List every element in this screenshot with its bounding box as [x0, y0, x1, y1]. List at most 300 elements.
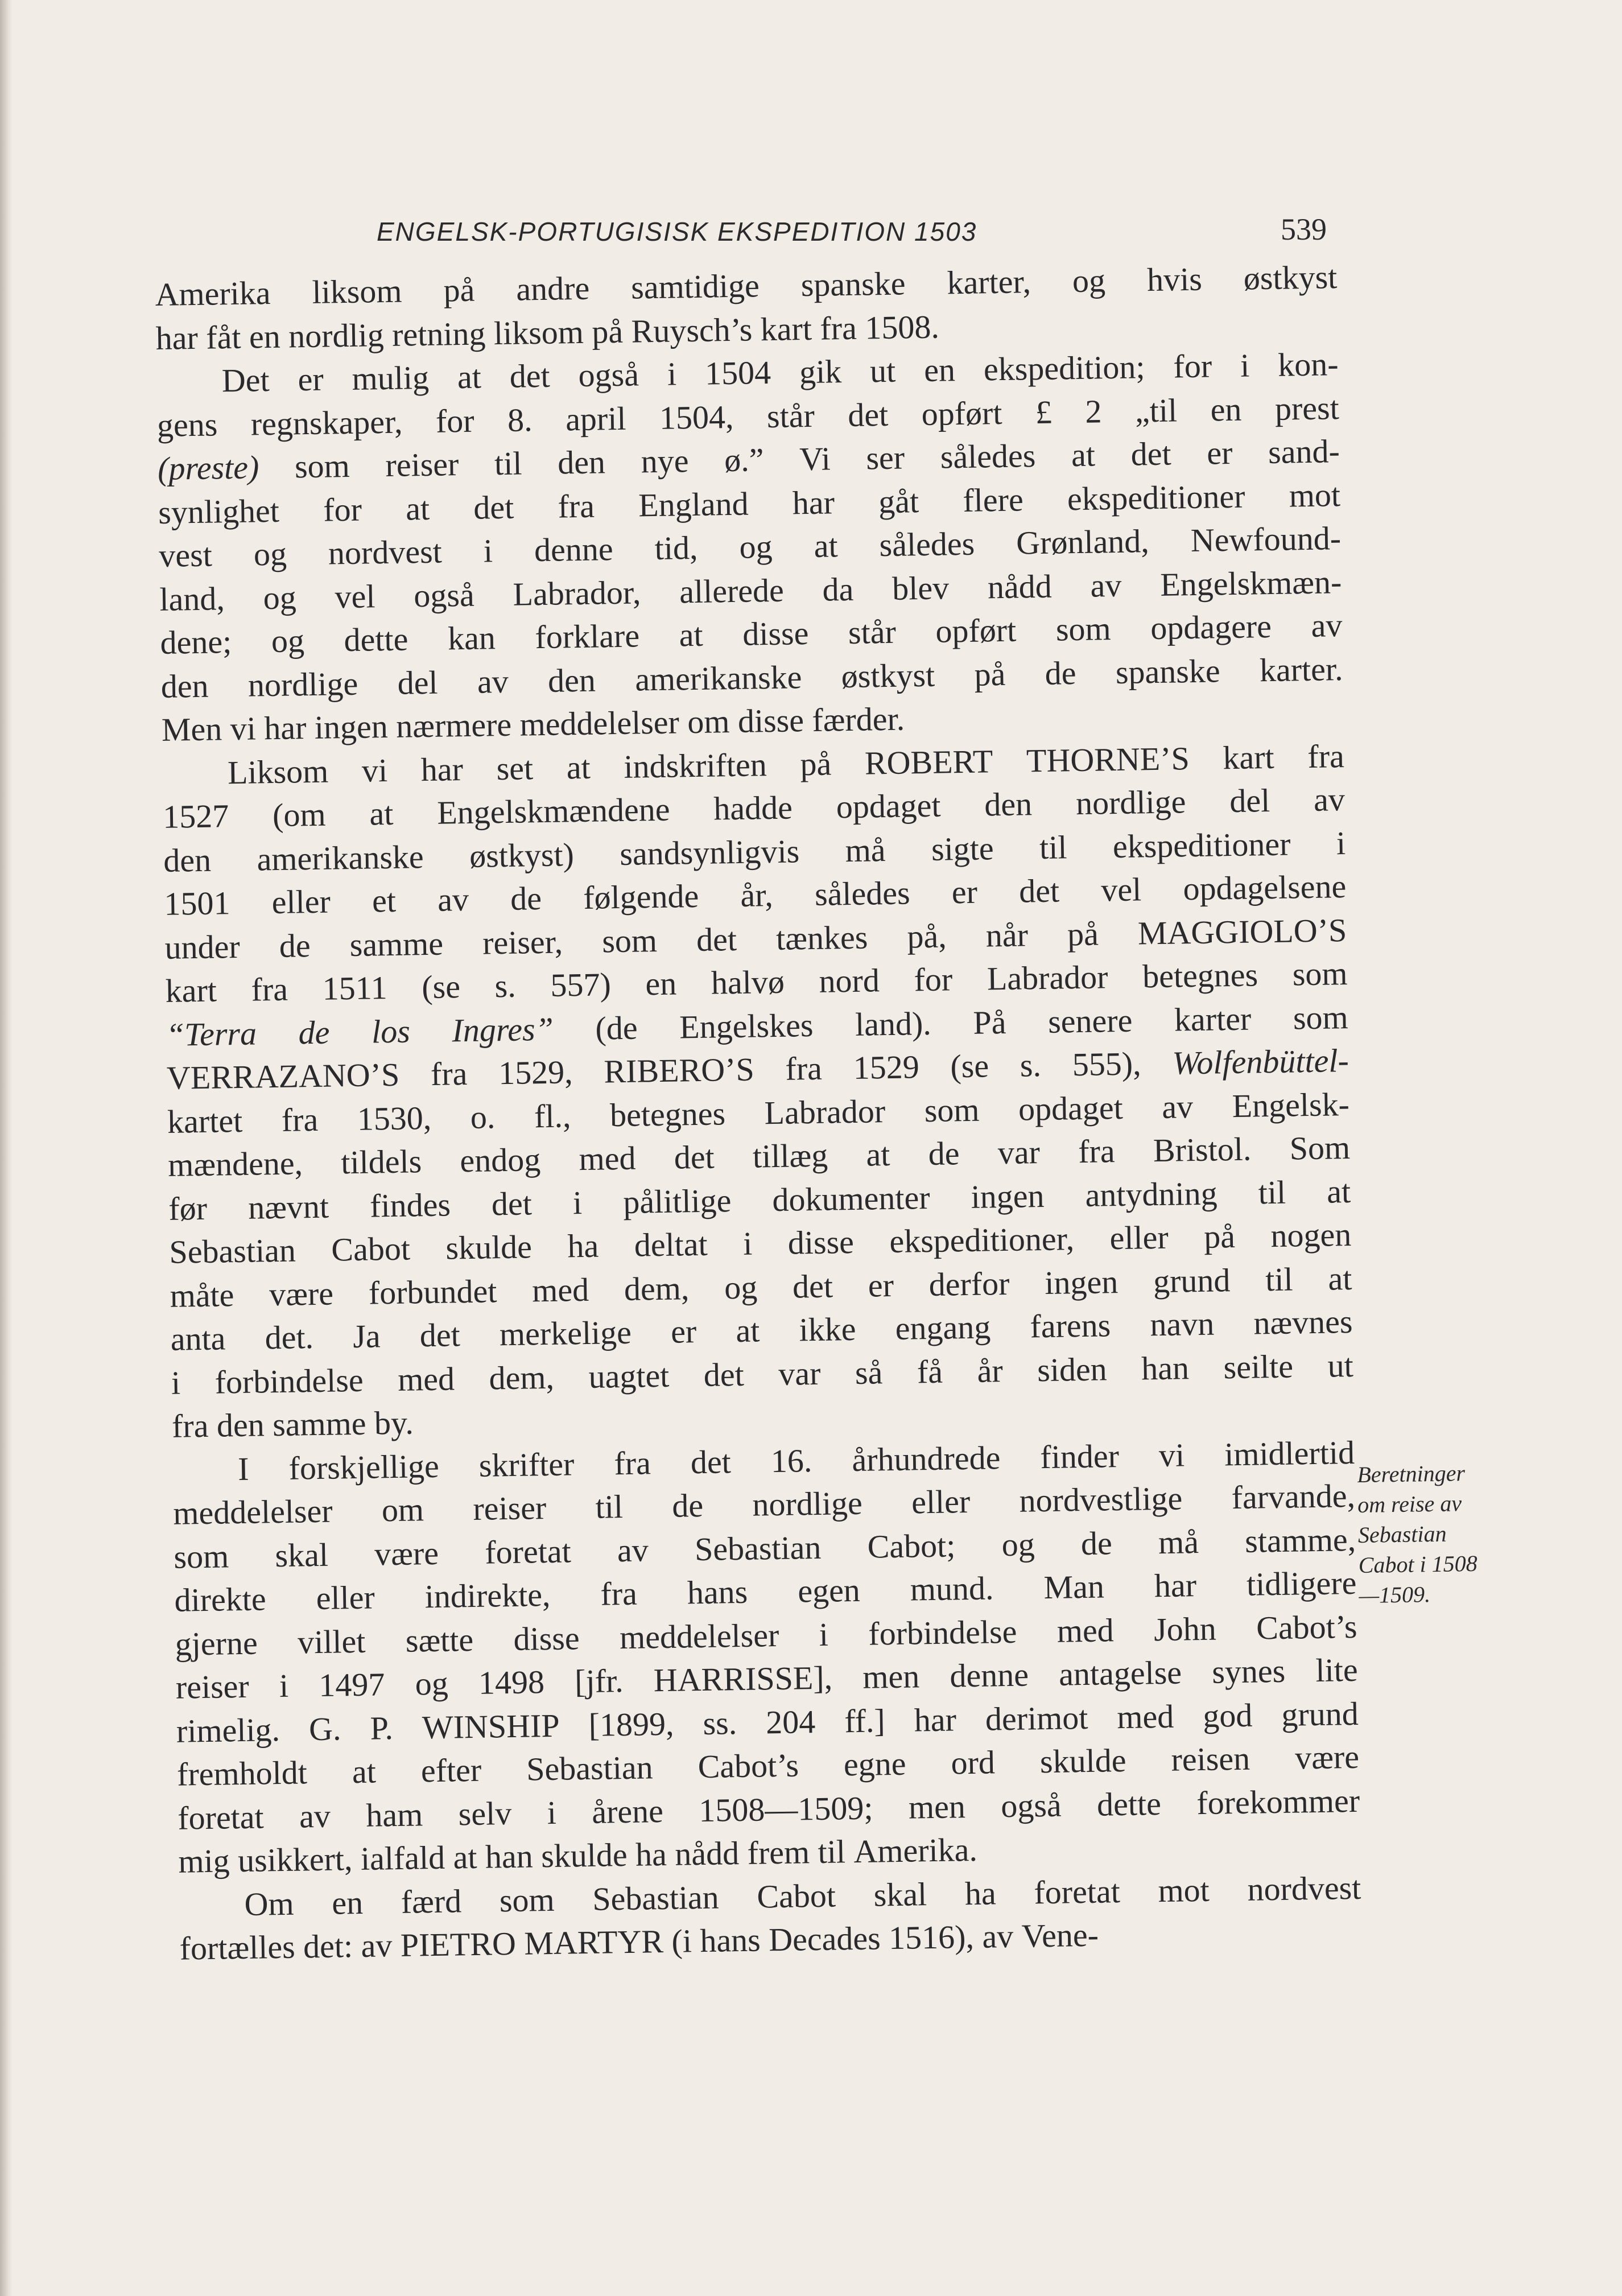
word: en	[645, 964, 677, 1003]
word: indirekte,	[424, 1576, 551, 1615]
word: at	[1327, 1259, 1352, 1297]
word: dem,	[624, 1269, 690, 1308]
word: mændene,	[167, 1144, 303, 1184]
word: med	[579, 1139, 636, 1178]
word: (i	[671, 1922, 700, 1960]
word: forbundet	[368, 1272, 497, 1312]
word: finder	[1039, 1437, 1120, 1475]
word: må	[845, 831, 886, 869]
word: det	[674, 1138, 715, 1176]
word: egen	[797, 1571, 861, 1610]
word: gens	[156, 405, 218, 444]
word: det	[419, 1316, 461, 1354]
word: fra	[281, 1100, 319, 1139]
word: det	[703, 1355, 745, 1394]
word: nogen	[1270, 1215, 1352, 1255]
word: blev	[892, 568, 950, 607]
word: synes	[1211, 1652, 1286, 1691]
word: om	[381, 1491, 424, 1529]
word: s.	[494, 967, 517, 1005]
word: av	[477, 662, 509, 700]
word: av	[1090, 566, 1122, 604]
word: fra	[1307, 737, 1345, 775]
word: til	[494, 444, 522, 483]
word: direkte	[174, 1580, 267, 1619]
word: med	[531, 1271, 589, 1309]
word: av	[981, 1917, 1022, 1955]
word: Men	[161, 710, 231, 748]
word: det	[690, 1442, 732, 1481]
word: retning	[391, 314, 494, 353]
word: de	[1045, 654, 1076, 692]
word: eller	[1109, 1218, 1169, 1257]
word: Engelskmændene	[436, 790, 670, 831]
word: I	[237, 1450, 249, 1487]
page-number: 539	[1281, 212, 1327, 246]
word: derimot	[985, 1699, 1088, 1738]
word: hvis	[1146, 260, 1203, 299]
word: på	[1067, 915, 1099, 953]
word: derfor	[928, 1264, 1010, 1303]
word: den	[547, 661, 596, 699]
word: nærmere	[395, 706, 521, 745]
word: 1516),	[888, 1918, 983, 1957]
word: vi	[1158, 1436, 1185, 1474]
word: det	[847, 395, 889, 434]
word: i	[547, 1794, 557, 1831]
word: karter.	[1259, 650, 1343, 689]
word: tænkes	[775, 918, 868, 957]
word: los	[371, 1012, 411, 1050]
word: i	[572, 1184, 583, 1221]
word: allerede	[679, 571, 785, 610]
word: grund	[1281, 1695, 1359, 1733]
word: sandsynligvis	[619, 832, 800, 872]
word: “Terra	[166, 1014, 257, 1053]
word: har	[263, 708, 315, 747]
word: nye	[641, 442, 689, 480]
word: dene;	[160, 623, 232, 661]
word: og	[1001, 1525, 1035, 1563]
word: selv	[458, 1794, 512, 1832]
word: mot	[1289, 476, 1341, 514]
word: vi	[361, 751, 388, 789]
word: RIBERO’S	[603, 1050, 755, 1090]
word: Wolfenbüttel-	[1171, 1042, 1349, 1082]
word: at	[814, 527, 838, 564]
word: den	[984, 785, 1033, 823]
word: kan	[447, 619, 496, 657]
word: ham	[365, 1795, 423, 1834]
word: således	[879, 525, 975, 564]
word: reiser	[175, 1667, 250, 1706]
word: P.	[370, 1709, 394, 1747]
word: har	[792, 483, 835, 521]
word: fra	[251, 970, 288, 1008]
word: på	[443, 271, 475, 309]
word: til	[1265, 1260, 1294, 1298]
word: imidlertid	[1224, 1433, 1355, 1473]
word: også	[578, 356, 639, 394]
word: (preste)	[157, 448, 259, 487]
word: har	[420, 750, 464, 788]
word: forklare	[535, 617, 640, 656]
word: fl.,	[534, 1097, 571, 1135]
word: Cabot’s	[1256, 1607, 1357, 1647]
word: 2	[1085, 392, 1102, 430]
word: ø.”	[724, 441, 764, 479]
word: mulig	[352, 358, 430, 397]
word: 1497	[318, 1666, 385, 1704]
word: (se	[421, 968, 461, 1006]
word: Som	[1289, 1129, 1351, 1167]
word: Sebastian	[526, 1749, 654, 1788]
word: således	[814, 874, 911, 913]
word: Bristol.	[1153, 1130, 1252, 1169]
word: og	[271, 622, 305, 660]
word: på	[1203, 1218, 1236, 1255]
word: navn	[1149, 1305, 1215, 1343]
word: den	[216, 1406, 273, 1444]
word: anta	[170, 1320, 226, 1358]
word: han	[1141, 1349, 1190, 1387]
word: Newfound-	[1190, 520, 1342, 559]
word: tildels	[340, 1143, 422, 1181]
word: WINSHIP	[422, 1706, 560, 1746]
word: år,	[740, 876, 774, 914]
word: fra	[171, 1407, 217, 1445]
word: mot	[1158, 1871, 1210, 1909]
word: fåt	[205, 318, 250, 356]
word: være	[1294, 1738, 1360, 1776]
word: i	[1240, 347, 1250, 384]
word: Labrador,	[513, 573, 641, 613]
word: samme	[272, 1404, 375, 1444]
word: gik	[799, 353, 842, 391]
word: med	[1056, 1611, 1115, 1650]
word: opdaget	[836, 786, 941, 826]
word: karter,	[947, 263, 1031, 302]
word: har	[1154, 1567, 1197, 1605]
word: amerikanske	[257, 838, 424, 877]
word: forskjellige	[288, 1447, 440, 1487]
word: MAGGIOLO’S	[1137, 911, 1347, 951]
word: Amerika	[155, 274, 271, 313]
word: Sebastian	[592, 1878, 720, 1918]
word: Det	[221, 361, 270, 399]
word: dem,	[489, 1358, 555, 1396]
word: også	[1000, 1786, 1062, 1824]
word: det	[1018, 872, 1060, 910]
word: og	[724, 1268, 758, 1306]
word: til	[1258, 1173, 1286, 1211]
word: Cabot’s	[697, 1746, 799, 1786]
word: kon-	[1277, 345, 1339, 384]
word: kart	[760, 310, 820, 348]
margin-note	[1357, 1457, 1547, 1610]
margin-note-line: Sebastian	[1357, 1520, 1447, 1548]
word: på	[799, 744, 832, 782]
word: til	[595, 1488, 624, 1526]
word: hans	[699, 1921, 769, 1960]
word: at	[566, 748, 591, 786]
word: villet	[297, 1622, 366, 1661]
word: dokumenter	[771, 1178, 930, 1218]
word: vel	[1100, 871, 1142, 909]
word: om	[687, 702, 738, 741]
word: Amerika.	[853, 1831, 978, 1870]
word: Man	[1043, 1568, 1105, 1606]
word: farens	[1030, 1306, 1111, 1345]
word: i	[483, 532, 493, 570]
word: årene	[591, 1792, 664, 1831]
word: i	[819, 1615, 829, 1653]
word: dette	[1096, 1784, 1162, 1823]
word: efter	[420, 1751, 482, 1790]
word: sigte	[931, 829, 994, 868]
word: er	[298, 360, 324, 398]
word: og	[739, 527, 773, 566]
word: en	[1210, 390, 1242, 428]
word: skulde	[445, 1228, 533, 1267]
word: ingen	[314, 707, 397, 746]
word: var	[997, 1133, 1041, 1172]
word: Decades	[768, 1919, 889, 1959]
word: under	[164, 928, 241, 966]
running-header	[377, 212, 1327, 252]
word: Cabot	[756, 1877, 836, 1915]
word: de	[928, 1135, 960, 1172]
word: stamme,	[1244, 1520, 1356, 1560]
word: av	[617, 1531, 649, 1569]
word: 1501	[163, 884, 230, 922]
word: april	[565, 399, 626, 438]
word: o.	[470, 1098, 496, 1136]
word: er	[868, 1266, 894, 1304]
word: gjerne	[175, 1624, 258, 1663]
word: indskriften	[623, 745, 767, 785]
word: disse	[742, 615, 809, 653]
word: på	[974, 655, 1006, 693]
word: som	[1293, 998, 1349, 1036]
word: har	[914, 1700, 957, 1738]
word: Vene-	[1021, 1916, 1099, 1955]
word: tillæg	[752, 1136, 828, 1175]
word: PIETRO	[400, 1924, 525, 1964]
word: til	[818, 1833, 854, 1871]
word: det:	[303, 1927, 362, 1965]
word: at	[405, 489, 430, 527]
word: prest	[1274, 389, 1340, 427]
word: ser	[865, 439, 905, 477]
word: VERRAZANO’S	[166, 1056, 400, 1097]
word: at	[1326, 1172, 1351, 1210]
word: farvande,	[1231, 1477, 1356, 1516]
word: 1529	[853, 1048, 920, 1086]
word: fra	[819, 308, 865, 347]
word: reiser,	[482, 922, 563, 962]
word: siden	[1037, 1350, 1108, 1388]
word: engang	[895, 1308, 991, 1347]
word: fortælles	[179, 1928, 304, 1967]
word: 204	[765, 1703, 816, 1741]
word: men	[908, 1787, 966, 1826]
word: Cabot	[331, 1230, 411, 1268]
word: s.	[1020, 1046, 1042, 1084]
word: en	[331, 1883, 364, 1922]
word: „til	[1134, 391, 1178, 429]
word: liksom	[312, 272, 402, 311]
word: Om	[244, 1885, 295, 1923]
word: skal	[274, 1536, 329, 1574]
word: 1504,	[659, 398, 734, 436]
word: er	[670, 1313, 697, 1350]
word: pålitlige	[622, 1181, 732, 1221]
word: reisen	[1171, 1739, 1250, 1778]
word: skal	[873, 1875, 927, 1914]
word: forbindelse	[868, 1613, 1017, 1652]
word: kart	[1222, 738, 1275, 776]
word: del	[1229, 782, 1270, 820]
word: 1504	[704, 353, 771, 392]
word: for	[323, 490, 362, 529]
word: med	[397, 1359, 455, 1398]
word: står	[766, 397, 815, 435]
word: seilte	[1223, 1347, 1294, 1386]
word: disse	[513, 1619, 580, 1658]
word: det	[509, 357, 551, 395]
word: skrifter	[478, 1445, 575, 1484]
word: 1511	[322, 969, 388, 1007]
word: opdagelsene	[1183, 868, 1347, 908]
word: ingen	[1044, 1263, 1119, 1301]
word: fra	[558, 487, 595, 525]
word: i	[171, 1364, 181, 1401]
word: god	[1202, 1696, 1253, 1734]
page-edge-shadow	[0, 0, 13, 2296]
word: meddelelser	[519, 703, 688, 743]
word: denne	[949, 1656, 1029, 1695]
word: by.	[374, 1404, 414, 1442]
word: færder.	[811, 700, 905, 739]
word: deltat	[634, 1225, 708, 1264]
word: det	[473, 488, 514, 526]
word: usikkert,	[237, 1840, 361, 1879]
word: måte	[170, 1276, 234, 1314]
word: reiser	[385, 446, 459, 484]
word: opført	[935, 611, 1017, 650]
word: Cabot;	[867, 1526, 956, 1565]
word: og	[253, 535, 287, 573]
word: kartet	[167, 1102, 243, 1140]
word: 16.	[770, 1441, 812, 1479]
word: som	[1292, 955, 1348, 993]
word: denne	[534, 530, 614, 569]
word: de	[510, 880, 542, 917]
word: den	[160, 667, 209, 705]
word: var	[778, 1354, 821, 1392]
word: samtidige	[630, 267, 760, 306]
word: reiser	[472, 1489, 547, 1527]
word: i	[279, 1667, 289, 1705]
word: spanske	[1115, 652, 1221, 691]
word: Engelskes	[679, 1006, 814, 1045]
word: meddelelser	[172, 1492, 333, 1532]
word: ss.	[703, 1704, 737, 1742]
word: HARRISSE],	[653, 1659, 833, 1699]
word: 1530,	[357, 1099, 432, 1137]
word: at	[352, 1753, 377, 1791]
word: for	[435, 402, 475, 440]
word: nordlige	[1075, 783, 1186, 822]
word: sand-	[1268, 432, 1340, 471]
word: opdagere	[1150, 607, 1272, 647]
word: nævnt	[247, 1188, 329, 1226]
word: 1498	[478, 1663, 545, 1701]
word: nordlige	[752, 1484, 863, 1523]
word: uagtet	[588, 1357, 670, 1395]
word: det.	[265, 1318, 314, 1357]
word: lite	[1315, 1651, 1359, 1689]
word: disse	[737, 701, 812, 740]
word: eller	[271, 883, 331, 921]
word: (se	[950, 1047, 989, 1085]
word: Liksom	[227, 752, 329, 791]
word: ROBERT	[864, 742, 993, 782]
word: betegnes	[1142, 956, 1258, 995]
word: ha	[567, 1227, 599, 1265]
word: antydning	[1085, 1174, 1218, 1214]
word: findes	[369, 1185, 451, 1225]
word: han	[485, 1837, 542, 1875]
word: østkyst	[841, 656, 935, 695]
word: ekspeditioner,	[889, 1220, 1075, 1260]
word: den	[557, 443, 606, 481]
word: ha	[635, 1835, 675, 1873]
word: har	[155, 319, 207, 357]
word: vi	[230, 710, 265, 748]
word: fra	[600, 1574, 638, 1613]
word: G.	[308, 1709, 341, 1747]
word: spanske	[800, 265, 906, 304]
word: Sebastian	[169, 1231, 296, 1271]
word: hans	[687, 1573, 748, 1611]
word: ekspedition;	[983, 348, 1145, 388]
word: at	[369, 794, 394, 832]
word: ekspeditioner	[1112, 825, 1291, 865]
margin-note-line: om reise av	[1357, 1490, 1462, 1518]
word: Ja	[352, 1317, 381, 1355]
word: skulde	[540, 1836, 636, 1875]
word: en	[249, 318, 289, 356]
word: Engelsk-	[1232, 1085, 1350, 1124]
word: av	[299, 1797, 331, 1835]
word: så	[855, 1353, 883, 1391]
word: Engelskmæn-	[1159, 563, 1342, 603]
word: som	[601, 921, 658, 959]
word: nådd	[674, 1834, 748, 1873]
word: ekspeditioner	[1067, 477, 1245, 517]
word: at	[457, 358, 482, 396]
word: de	[1080, 1524, 1113, 1562]
word: ut	[869, 352, 896, 390]
word: i	[742, 1225, 753, 1262]
word: merkelige	[499, 1313, 632, 1353]
word: år	[977, 1351, 1004, 1390]
word: av	[361, 1926, 401, 1964]
word: (om	[272, 795, 327, 834]
word: vel	[335, 577, 375, 615]
